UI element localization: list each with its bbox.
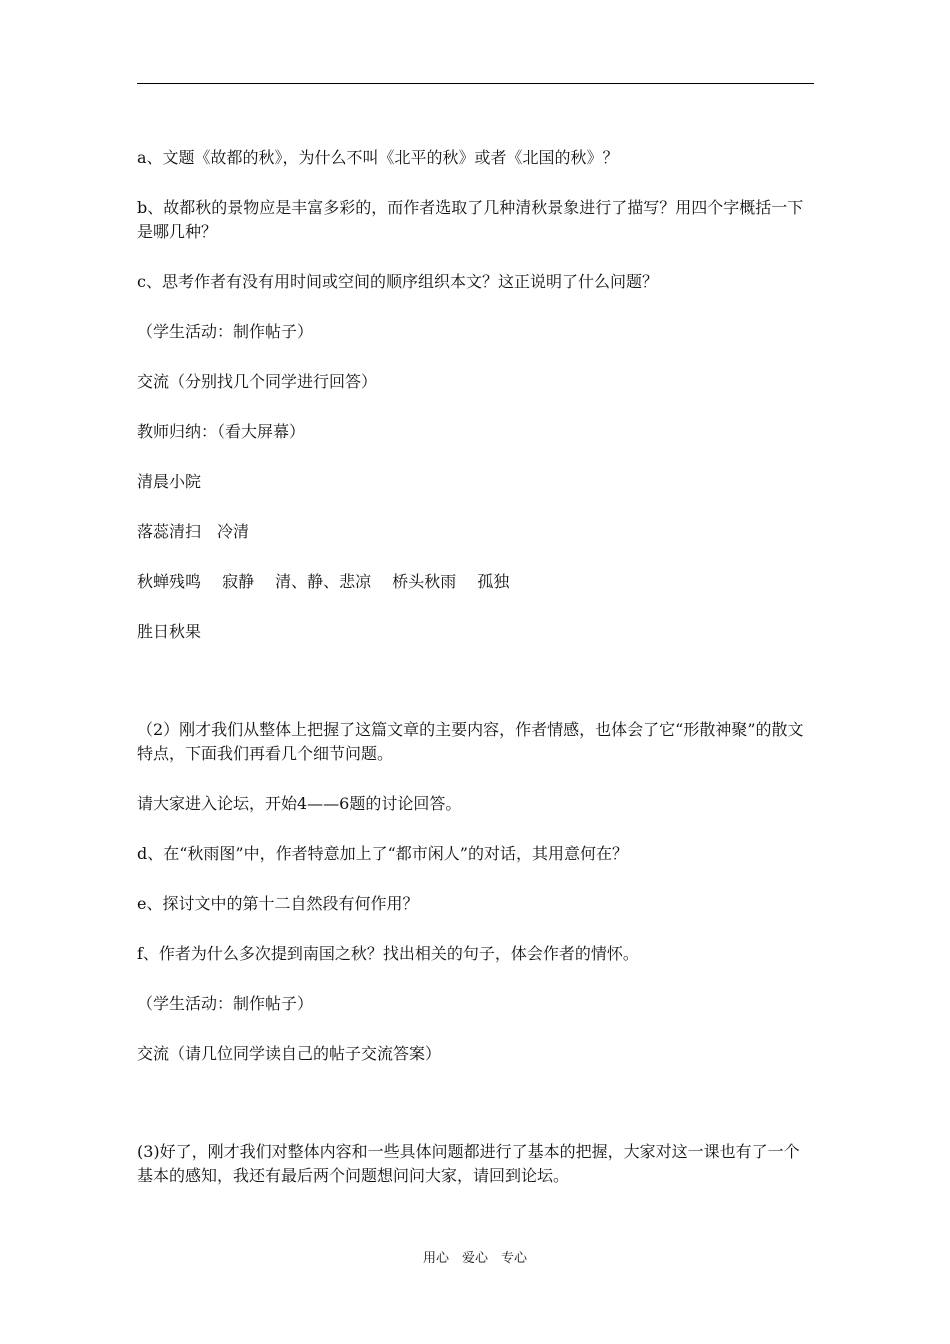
document-body — [137, 146, 814, 1188]
question-b: b、故都秋的景物应是丰富多彩的，而作者选取了几种清秋景象进行了描写？用四个字概括一下是哪几种？ — [137, 198, 804, 241]
student-activity: （学生活动：制作帖子） — [137, 322, 314, 341]
teacher-summary: 教师归纳：（看大屏幕） — [137, 422, 306, 441]
scene-autumn-fruit: 胜日秋果 — [137, 622, 202, 641]
scene-morning-courtyard: 清晨小院 — [137, 472, 202, 491]
scene-falling-petals: 落蕊清扫 冷清 — [137, 522, 250, 541]
question-c: c、思考作者有没有用时间或空间的顺序组织本文？这正说明了什么问题？ — [137, 272, 658, 291]
question-d: d、在“秋雨图”中，作者特意加上了“都市闲人”的对话，其用意何在？ — [137, 844, 628, 863]
question-a: a、文题《故都的秋》，为什么不叫《北平的秋》或者《北国的秋》？ — [137, 148, 619, 167]
student-activity-2: （学生活动：制作帖子） — [137, 994, 314, 1013]
question-e: e、探讨文中的第十二自然段有何作用？ — [137, 894, 419, 913]
exchange-line-2: 交流（请几位同学读自己的帖子交流答案） — [137, 1044, 442, 1063]
header-rule — [137, 83, 814, 84]
section-2-intro: （2）刚才我们从整体上把握了这篇文章的主要内容，作者情感，也体会了它“形散神聚”的散文特点，下面我们再看几个细节问题。 — [137, 720, 804, 763]
page-footer: 用心 爱心 专心 — [422, 1251, 527, 1266]
scene-autumn-cicada: 秋蝉残鸣 寂静 清、静、悲凉 桥头秋雨 孤独 — [137, 572, 510, 591]
forum-instruction: 请大家进入论坛，开始4——6题的讨论回答。 — [137, 794, 462, 813]
question-f: f、作者为什么多次提到南国之秋？找出相关的句子，体会作者的情怀。 — [137, 944, 639, 963]
exchange-line: 交流（分别找几个同学进行回答） — [137, 372, 378, 391]
section-3-intro: (3)好了，刚才我们对整体内容和一些具体问题都进行了基本的把握，大家对这一课也有了一个基本的感知，我还有最后两个问题想问问大家，请回到论坛。 — [137, 1142, 800, 1185]
